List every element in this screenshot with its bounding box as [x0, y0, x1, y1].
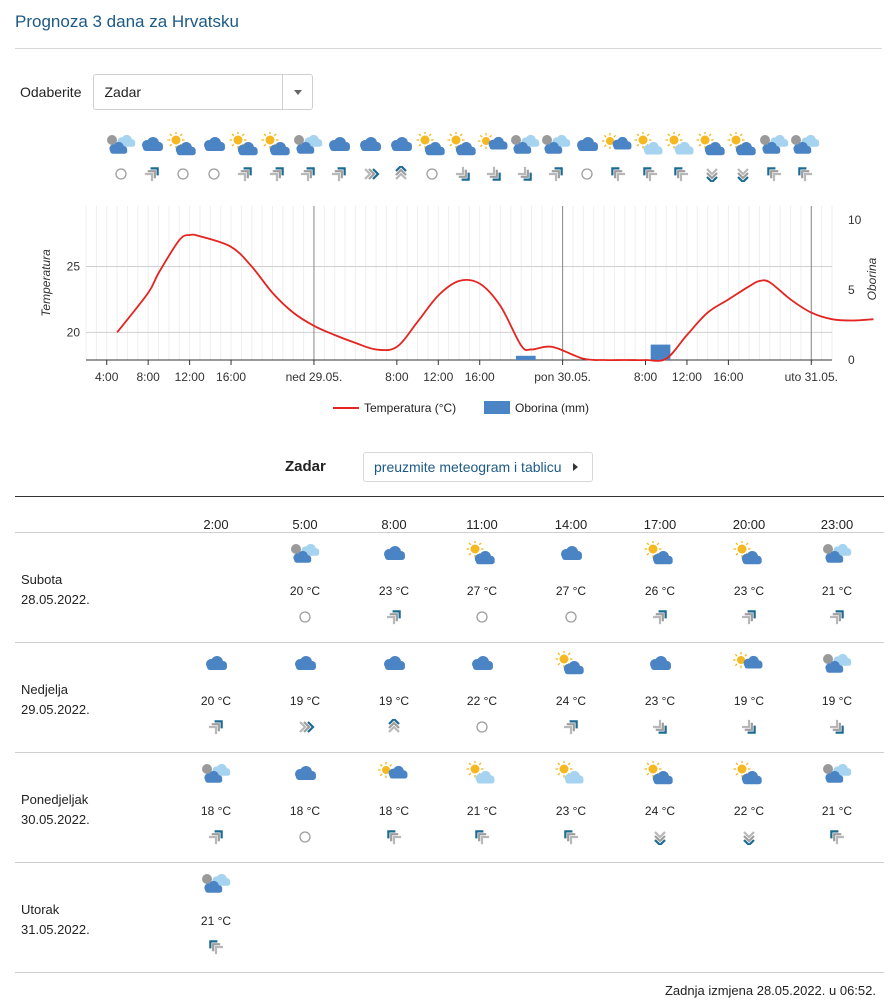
- y-right-tick-label: 0: [848, 353, 855, 367]
- forecast-cell: [442, 761, 522, 845]
- x-tick-label: pon 30.05.: [534, 370, 591, 384]
- forecast-cell: [709, 541, 789, 625]
- wind-nw-icon: [640, 166, 660, 187]
- wind-nw-icon: [531, 829, 611, 845]
- partly-cloudy-sun-icon: [620, 761, 700, 791]
- cloudy-icon: [531, 541, 611, 571]
- table-time-header: 17:00: [643, 517, 677, 532]
- download-city: Zadar: [285, 458, 326, 475]
- forecast-cell: [709, 761, 789, 845]
- table-row: [15, 753, 884, 863]
- day-label: [21, 680, 90, 720]
- partly-cloudy-sun-icon: [696, 132, 728, 165]
- temperature-value: 21 °C: [200, 914, 232, 928]
- wind-e-icon: [265, 719, 345, 735]
- cloudy-icon: [265, 651, 345, 681]
- legend-precipitation-swatch: [484, 401, 510, 414]
- wind-nw-icon: [795, 166, 815, 187]
- y-right-tick-label: 5: [848, 283, 855, 297]
- calm-icon: [422, 166, 442, 187]
- partly-cloudy-night-icon: [797, 541, 877, 571]
- wind-ne-icon: [142, 166, 162, 187]
- partly-cloudy-night-icon: [540, 132, 572, 165]
- page-title: Prognoza 3 dana za Hrvatsku: [15, 12, 239, 31]
- y-left-axis-title: Temperatura: [39, 249, 53, 317]
- wind-se-icon: [515, 166, 535, 187]
- download-meteogram-button[interactable]: [363, 452, 593, 482]
- table-row: [15, 643, 884, 753]
- wind-s-icon: [620, 829, 700, 845]
- wind-nw-icon: [176, 939, 256, 955]
- temperature-value: 23 °C: [378, 584, 410, 598]
- location-select[interactable]: [93, 74, 313, 110]
- x-tick-label: ned 29.05.: [285, 370, 343, 384]
- table-time-header: 20:00: [732, 517, 766, 532]
- wind-n-icon: [354, 719, 434, 735]
- temperature-value: 23 °C: [644, 694, 676, 708]
- wind-nw-icon: [442, 829, 522, 845]
- forecast-cell: [620, 761, 700, 845]
- temperature-value: 20 °C: [289, 584, 321, 598]
- temperature-value: 21 °C: [466, 804, 498, 818]
- forecast-header-row: [15, 496, 884, 533]
- meteogram-chart: [0, 200, 894, 430]
- wind-s-icon: [733, 166, 753, 187]
- x-tick-label: 8:00: [136, 370, 160, 384]
- forecast-cell: [797, 761, 877, 845]
- day-label: [21, 790, 90, 830]
- table-time-header: 5:00: [292, 517, 318, 532]
- temperature-value: 23 °C: [733, 584, 765, 598]
- cloudy-icon: [385, 132, 417, 165]
- temperature-value: 19 °C: [733, 694, 765, 708]
- partly-cloudy-sun-icon: [709, 761, 789, 791]
- x-tick-label: 16:00: [216, 370, 247, 384]
- calm-icon: [173, 166, 193, 187]
- location-select-value: Zadar: [104, 84, 142, 100]
- chevron-down-icon[interactable]: [282, 75, 312, 109]
- sun-light-cloud-icon: [665, 132, 697, 165]
- wind-se-icon: [797, 719, 877, 735]
- x-tick-label: 12:00: [174, 370, 205, 384]
- forecast-cell: [265, 651, 345, 735]
- calm-icon: [265, 829, 345, 845]
- wind-ne-icon: [531, 719, 611, 735]
- cloudy-icon: [442, 651, 522, 681]
- wind-s-icon: [702, 166, 722, 187]
- x-tick-label: 8:00: [633, 370, 658, 384]
- partly-cloudy-night-icon: [509, 132, 541, 165]
- forecast-cell: [176, 651, 256, 735]
- partly-cloudy-night-icon: [176, 871, 256, 901]
- temperature-value: 21 °C: [821, 584, 853, 598]
- last-updated: Zadnja izmjena 28.05.2022. u 06:52.: [664, 983, 876, 998]
- location-select-label: Odaberite: [20, 84, 82, 100]
- cloudy-icon: [571, 132, 603, 165]
- temperature-value: 19 °C: [378, 694, 410, 708]
- download-row: [0, 452, 894, 484]
- sun-rain-icon: [354, 761, 434, 791]
- partly-cloudy-sun-icon: [261, 132, 293, 165]
- calm-icon: [265, 609, 345, 625]
- wind-se-icon: [709, 719, 789, 735]
- wind-ne-icon: [267, 166, 287, 187]
- wind-nw-icon: [764, 166, 784, 187]
- calm-icon: [531, 609, 611, 625]
- forecast-cell: [354, 541, 434, 625]
- cloudy-icon: [323, 132, 355, 165]
- partly-cloudy-night-icon: [265, 541, 345, 571]
- cloudy-icon: [354, 541, 434, 571]
- meteogram-icon-strip: [0, 132, 894, 192]
- x-tick-label: uto 31.05.: [784, 370, 838, 384]
- cloudy-icon: [354, 651, 434, 681]
- sun-rain-icon: [478, 132, 510, 165]
- wind-ne-icon: [546, 166, 566, 187]
- partly-cloudy-sun-icon: [416, 132, 448, 165]
- sun-rain-icon: [709, 651, 789, 681]
- forecast-cell: [531, 541, 611, 625]
- calm-icon: [442, 719, 522, 735]
- day-label: [21, 570, 90, 610]
- day-name: Ponedjeljak: [21, 792, 89, 807]
- wind-ne-icon: [797, 609, 877, 625]
- forecast-cell: [442, 541, 522, 625]
- sun-light-cloud-icon: [634, 132, 666, 165]
- sun-rain-icon: [602, 132, 634, 165]
- partly-cloudy-night-icon: [758, 132, 790, 165]
- forecast-cell: [709, 651, 789, 735]
- temperature-value: 22 °C: [733, 804, 765, 818]
- forecast-table: [15, 496, 884, 973]
- y-left-tick-label: 20: [66, 325, 80, 340]
- title-divider: [15, 48, 882, 49]
- partly-cloudy-sun-icon: [442, 541, 522, 571]
- partly-cloudy-sun-icon: [727, 132, 759, 165]
- temperature-value: 19 °C: [821, 694, 853, 708]
- temperature-value: 18 °C: [289, 804, 321, 818]
- day-date: 31.05.2022.: [21, 922, 90, 937]
- partly-cloudy-sun-icon: [229, 132, 261, 165]
- partly-cloudy-sun-icon: [620, 541, 700, 571]
- x-tick-label: 12:00: [423, 370, 454, 384]
- wind-nw-icon: [797, 829, 877, 845]
- wind-se-icon: [453, 166, 473, 187]
- forecast-cell: [265, 541, 345, 625]
- forecast-cell: [176, 871, 256, 955]
- x-tick-label: 16:00: [464, 370, 495, 384]
- forecast-cell: [354, 761, 434, 845]
- cloudy-icon: [354, 132, 386, 165]
- day-label: [21, 900, 90, 940]
- day-date: 30.05.2022.: [21, 812, 90, 827]
- wind-ne-icon: [235, 166, 255, 187]
- wind-s-icon: [709, 829, 789, 845]
- temperature-line: [117, 235, 873, 361]
- forecast-cell: [531, 761, 611, 845]
- wind-ne-icon: [176, 719, 256, 735]
- temperature-value: 18 °C: [200, 804, 232, 818]
- partly-cloudy-night-icon: [292, 132, 324, 165]
- y-right-axis-title: Oborina: [865, 257, 879, 301]
- calm-icon: [577, 166, 597, 187]
- table-row: [15, 533, 884, 643]
- table-time-header: 8:00: [381, 517, 407, 532]
- sun-light-cloud-icon: [531, 761, 611, 791]
- y-right-tick-label: 10: [848, 213, 862, 227]
- forecast-cell: [797, 651, 877, 735]
- y-left-tick-label: 25: [66, 259, 80, 274]
- wind-e-icon: [360, 166, 380, 187]
- partly-cloudy-sun-icon: [167, 132, 199, 165]
- cloudy-icon: [265, 761, 345, 791]
- temperature-value: 18 °C: [378, 804, 410, 818]
- x-tick-label: 8:00: [385, 370, 409, 384]
- partly-cloudy-night-icon: [797, 761, 877, 791]
- temperature-value: 23 °C: [555, 804, 587, 818]
- day-date: 29.05.2022.: [21, 702, 90, 717]
- cloudy-icon: [198, 132, 230, 165]
- partly-cloudy-sun-icon: [447, 132, 479, 165]
- temperature-value: 19 °C: [289, 694, 321, 708]
- cloudy-icon: [620, 651, 700, 681]
- temperature-value: 24 °C: [644, 804, 676, 818]
- wind-nw-icon: [671, 166, 691, 187]
- temperature-value: 20 °C: [200, 694, 232, 708]
- x-tick-label: 12:00: [671, 370, 702, 384]
- partly-cloudy-night-icon: [105, 132, 137, 165]
- temperature-value: 27 °C: [555, 584, 587, 598]
- temperature-value: 24 °C: [555, 694, 587, 708]
- x-tick-label: 16:00: [713, 370, 744, 384]
- wind-ne-icon: [298, 166, 318, 187]
- forecast-cell: [797, 541, 877, 625]
- wind-se-icon: [620, 719, 700, 735]
- wind-ne-icon: [354, 609, 434, 625]
- legend-precipitation-label: Oborina (mm): [515, 401, 590, 415]
- table-row: [15, 863, 884, 973]
- forecast-cell: [620, 541, 700, 625]
- wind-ne-icon: [709, 609, 789, 625]
- chart-legend: [333, 401, 589, 415]
- table-time-header: 14:00: [554, 517, 588, 532]
- forecast-cell: [354, 651, 434, 735]
- cloudy-icon: [136, 132, 168, 165]
- download-button-label: preuzmite meteogram i tablicu: [374, 459, 562, 475]
- wind-ne-icon: [329, 166, 349, 187]
- partly-cloudy-night-icon: [176, 761, 256, 791]
- wind-nw-icon: [354, 829, 434, 845]
- wind-n-icon: [391, 166, 411, 187]
- forecast-cell: [265, 761, 345, 845]
- forecast-cell: [176, 761, 256, 845]
- precipitation-bar: [516, 356, 536, 360]
- cloudy-icon: [176, 651, 256, 681]
- wind-ne-icon: [620, 609, 700, 625]
- forecast-cell: [531, 651, 611, 735]
- calm-icon: [442, 609, 522, 625]
- day-name: Nedjelja: [21, 682, 68, 697]
- calm-icon: [204, 166, 224, 187]
- table-time-header: 2:00: [203, 517, 229, 532]
- wind-se-icon: [484, 166, 504, 187]
- partly-cloudy-sun-icon: [531, 651, 611, 681]
- calm-icon: [111, 166, 131, 187]
- wind-nw-icon: [608, 166, 628, 187]
- forecast-cell: [620, 651, 700, 735]
- day-name: Utorak: [21, 902, 60, 917]
- temperature-value: 21 °C: [821, 804, 853, 818]
- sun-light-cloud-icon: [442, 761, 522, 791]
- partly-cloudy-night-icon: [789, 132, 821, 165]
- day-date: 28.05.2022.: [21, 592, 90, 607]
- table-time-header: 11:00: [466, 517, 498, 532]
- day-name: Subota: [21, 572, 63, 587]
- temperature-value: 27 °C: [466, 584, 498, 598]
- partly-cloudy-sun-icon: [709, 541, 789, 571]
- wind-ne-icon: [176, 829, 256, 845]
- temperature-value: 22 °C: [466, 694, 498, 708]
- x-tick-label: 4:00: [95, 370, 119, 384]
- forecast-cell: [442, 651, 522, 735]
- legend-temperature-label: Temperatura (°C): [364, 401, 457, 415]
- temperature-value: 26 °C: [644, 584, 676, 598]
- partly-cloudy-night-icon: [797, 651, 877, 681]
- table-time-header: 23:00: [820, 517, 854, 532]
- location-select-row: [20, 74, 313, 110]
